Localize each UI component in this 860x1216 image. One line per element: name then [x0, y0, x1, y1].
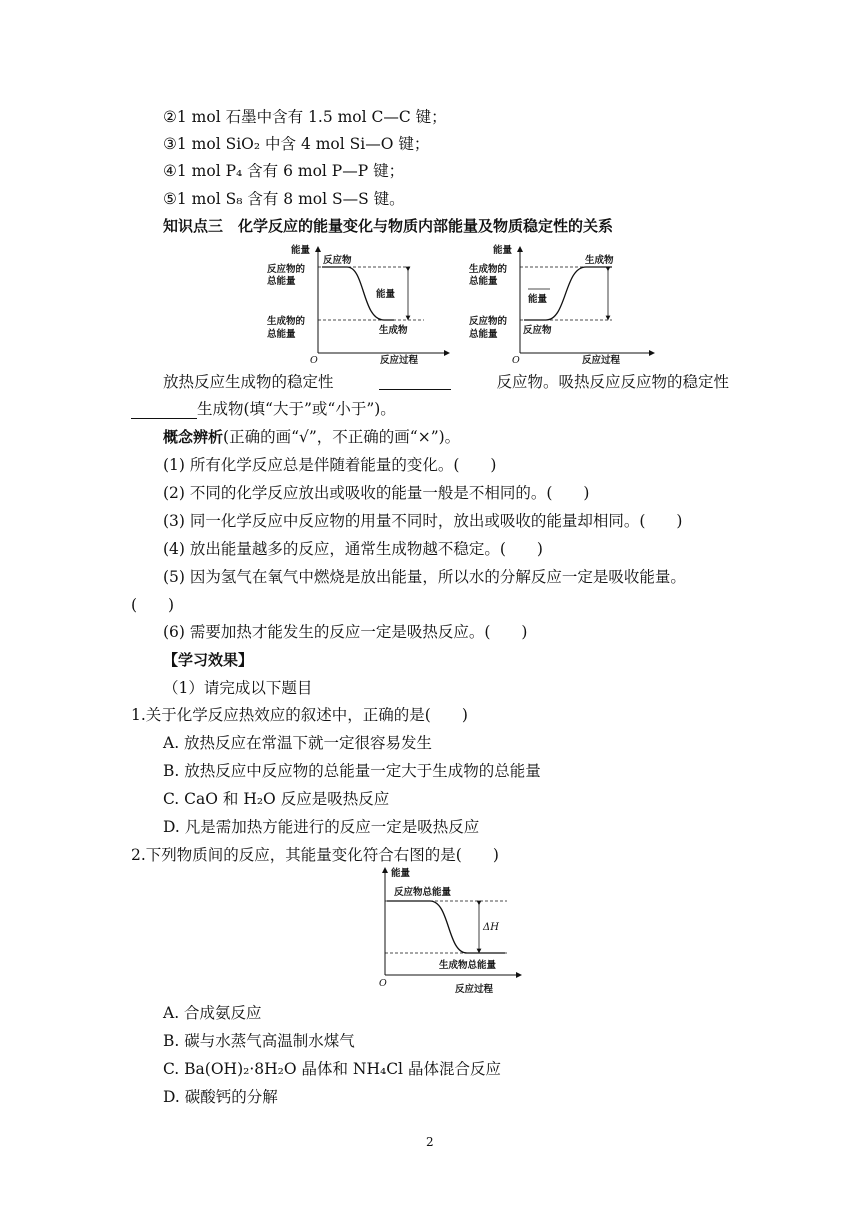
answer-blank-1[interactable] [379, 372, 451, 390]
question-2-option-d: D. 碳酸钙的分解 [163, 1088, 278, 1106]
section-heading: 知识点三 化学反应的能量变化与物质内部能量及物质稳定性的关系 [163, 217, 614, 235]
x-axis-label: 反应过程 [455, 984, 494, 995]
bottom-label-line2: 总能量 [469, 329, 498, 340]
question-2-energy-diagram [375, 864, 525, 999]
energy-difference-label: 能量 [376, 289, 396, 300]
question-1-stem: 1.关于化学反应热效应的叙述中，正确的是( ) [131, 706, 468, 724]
effect-subtitle: （1）请完成以下题目 [163, 679, 313, 697]
question-1-option-b: B. 放热反应中反应物的总能量一定大于生成物的总能量 [163, 762, 541, 780]
bottom-label-line1: 反应物的 [469, 316, 508, 327]
item-4: ④1 mol P₄ 含有 6 mol P—P 键； [163, 162, 405, 180]
origin-label: O [379, 978, 387, 989]
concept-item-6: (6) 需要加热才能发生的反应一定是吸热反应。( ) [163, 623, 528, 641]
question-2-option-c: C. Ba(OH)₂·8H₂O 晶体和 NH₄Cl 晶体混合反应 [163, 1060, 501, 1078]
bottom-label-line2: 总能量 [267, 329, 296, 340]
question-1-option-d: D. 凡是需加热方能进行的反应一定是吸热反应 [163, 818, 480, 836]
concept-item-1: (1) 所有化学反应总是伴随着能量的变化。( ) [163, 456, 497, 474]
question-1-option-c: C. CaO 和 H₂O 反应是吸热反应 [163, 790, 390, 808]
fill-blank-line-1 [163, 372, 729, 392]
concept-item-2: (2) 不同的化学反应放出或吸收的能量一般是不相同的。( ) [163, 484, 590, 502]
concept-item-3: (3) 同一化学反应中反应物的用量不同时，放出或吸收的能量却相同。( ) [163, 512, 683, 530]
product-energy-label: 生成物总能量 [439, 960, 497, 971]
origin-label: O [512, 355, 520, 366]
question-1-option-a: A. 放热反应在常温下就一定很容易发生 [163, 734, 433, 752]
y-axis-label: 能量 [291, 245, 311, 256]
top-label-line2: 总能量 [267, 276, 296, 287]
item-5: ⑤1 mol S₈ 含有 8 mol S—S 键。 [163, 190, 405, 208]
curve-end-label: 生成物 [379, 325, 408, 336]
delta-h-label: ΔH [483, 922, 499, 933]
curve-end-label: 生成物 [585, 255, 614, 266]
top-label-line2: 总能量 [469, 276, 498, 287]
item-3: ③1 mol SiO₂ 中含 4 mol Si—O 键； [163, 135, 430, 153]
x-axis-label: 反应过程 [380, 355, 419, 366]
concept-item-5: (5) 因为氢气在氧气中燃烧是放出能量，所以水的分解反应一定是吸收能量。 [163, 568, 686, 586]
question-2-stem: 2.下列物质间的反应，其能量变化符合右图的是( ) [131, 846, 499, 864]
answer-blank-2[interactable] [131, 401, 197, 419]
y-axis-label: 能量 [493, 245, 513, 256]
top-label-line1: 反应物的 [267, 264, 306, 275]
x-axis-label: 反应过程 [582, 355, 621, 366]
energy-difference-label: 能量 [528, 294, 548, 305]
top-label-line1: 生成物的 [469, 264, 508, 275]
fill-text-a: 放热反应生成物的稳定性 [163, 373, 334, 391]
exothermic-energy-diagram [262, 241, 452, 366]
concept-item-5-bracket: ( ) [131, 596, 175, 614]
concept-heading [163, 427, 460, 447]
concept-title: 概念辨析 [163, 428, 224, 446]
reactant-energy-label: 反应物总能量 [394, 887, 452, 898]
y-axis-label: 能量 [391, 868, 411, 879]
fill-blank-line-2 [131, 399, 396, 419]
bottom-label-line1: 生成物的 [267, 316, 306, 327]
concept-item-4: (4) 放出能量越多的反应，通常生成物越不稳定。( ) [163, 540, 543, 558]
question-2-option-a: A. 合成氨反应 [163, 1004, 262, 1022]
fill-text-c: 生成物(填“大于”或“小于”)。 [197, 400, 396, 418]
question-2-option-b: B. 碳与水蒸气高温制水煤气 [163, 1032, 355, 1050]
origin-label: O [310, 355, 318, 366]
fill-text-b: 反应物。吸热反应反应物的稳定性 [496, 373, 729, 391]
curve-start-label: 反应物 [523, 325, 552, 336]
page-number: 2 [426, 1135, 434, 1149]
effect-title: 【学习效果】 [163, 651, 254, 669]
endothermic-energy-diagram [464, 241, 659, 366]
concept-note: (正确的画“√”，不正确的画“×”)。 [223, 428, 461, 446]
item-2: ②1 mol 石墨中含有 1.5 mol C—C 键； [163, 108, 447, 126]
curve-start-label: 反应物 [323, 255, 352, 266]
